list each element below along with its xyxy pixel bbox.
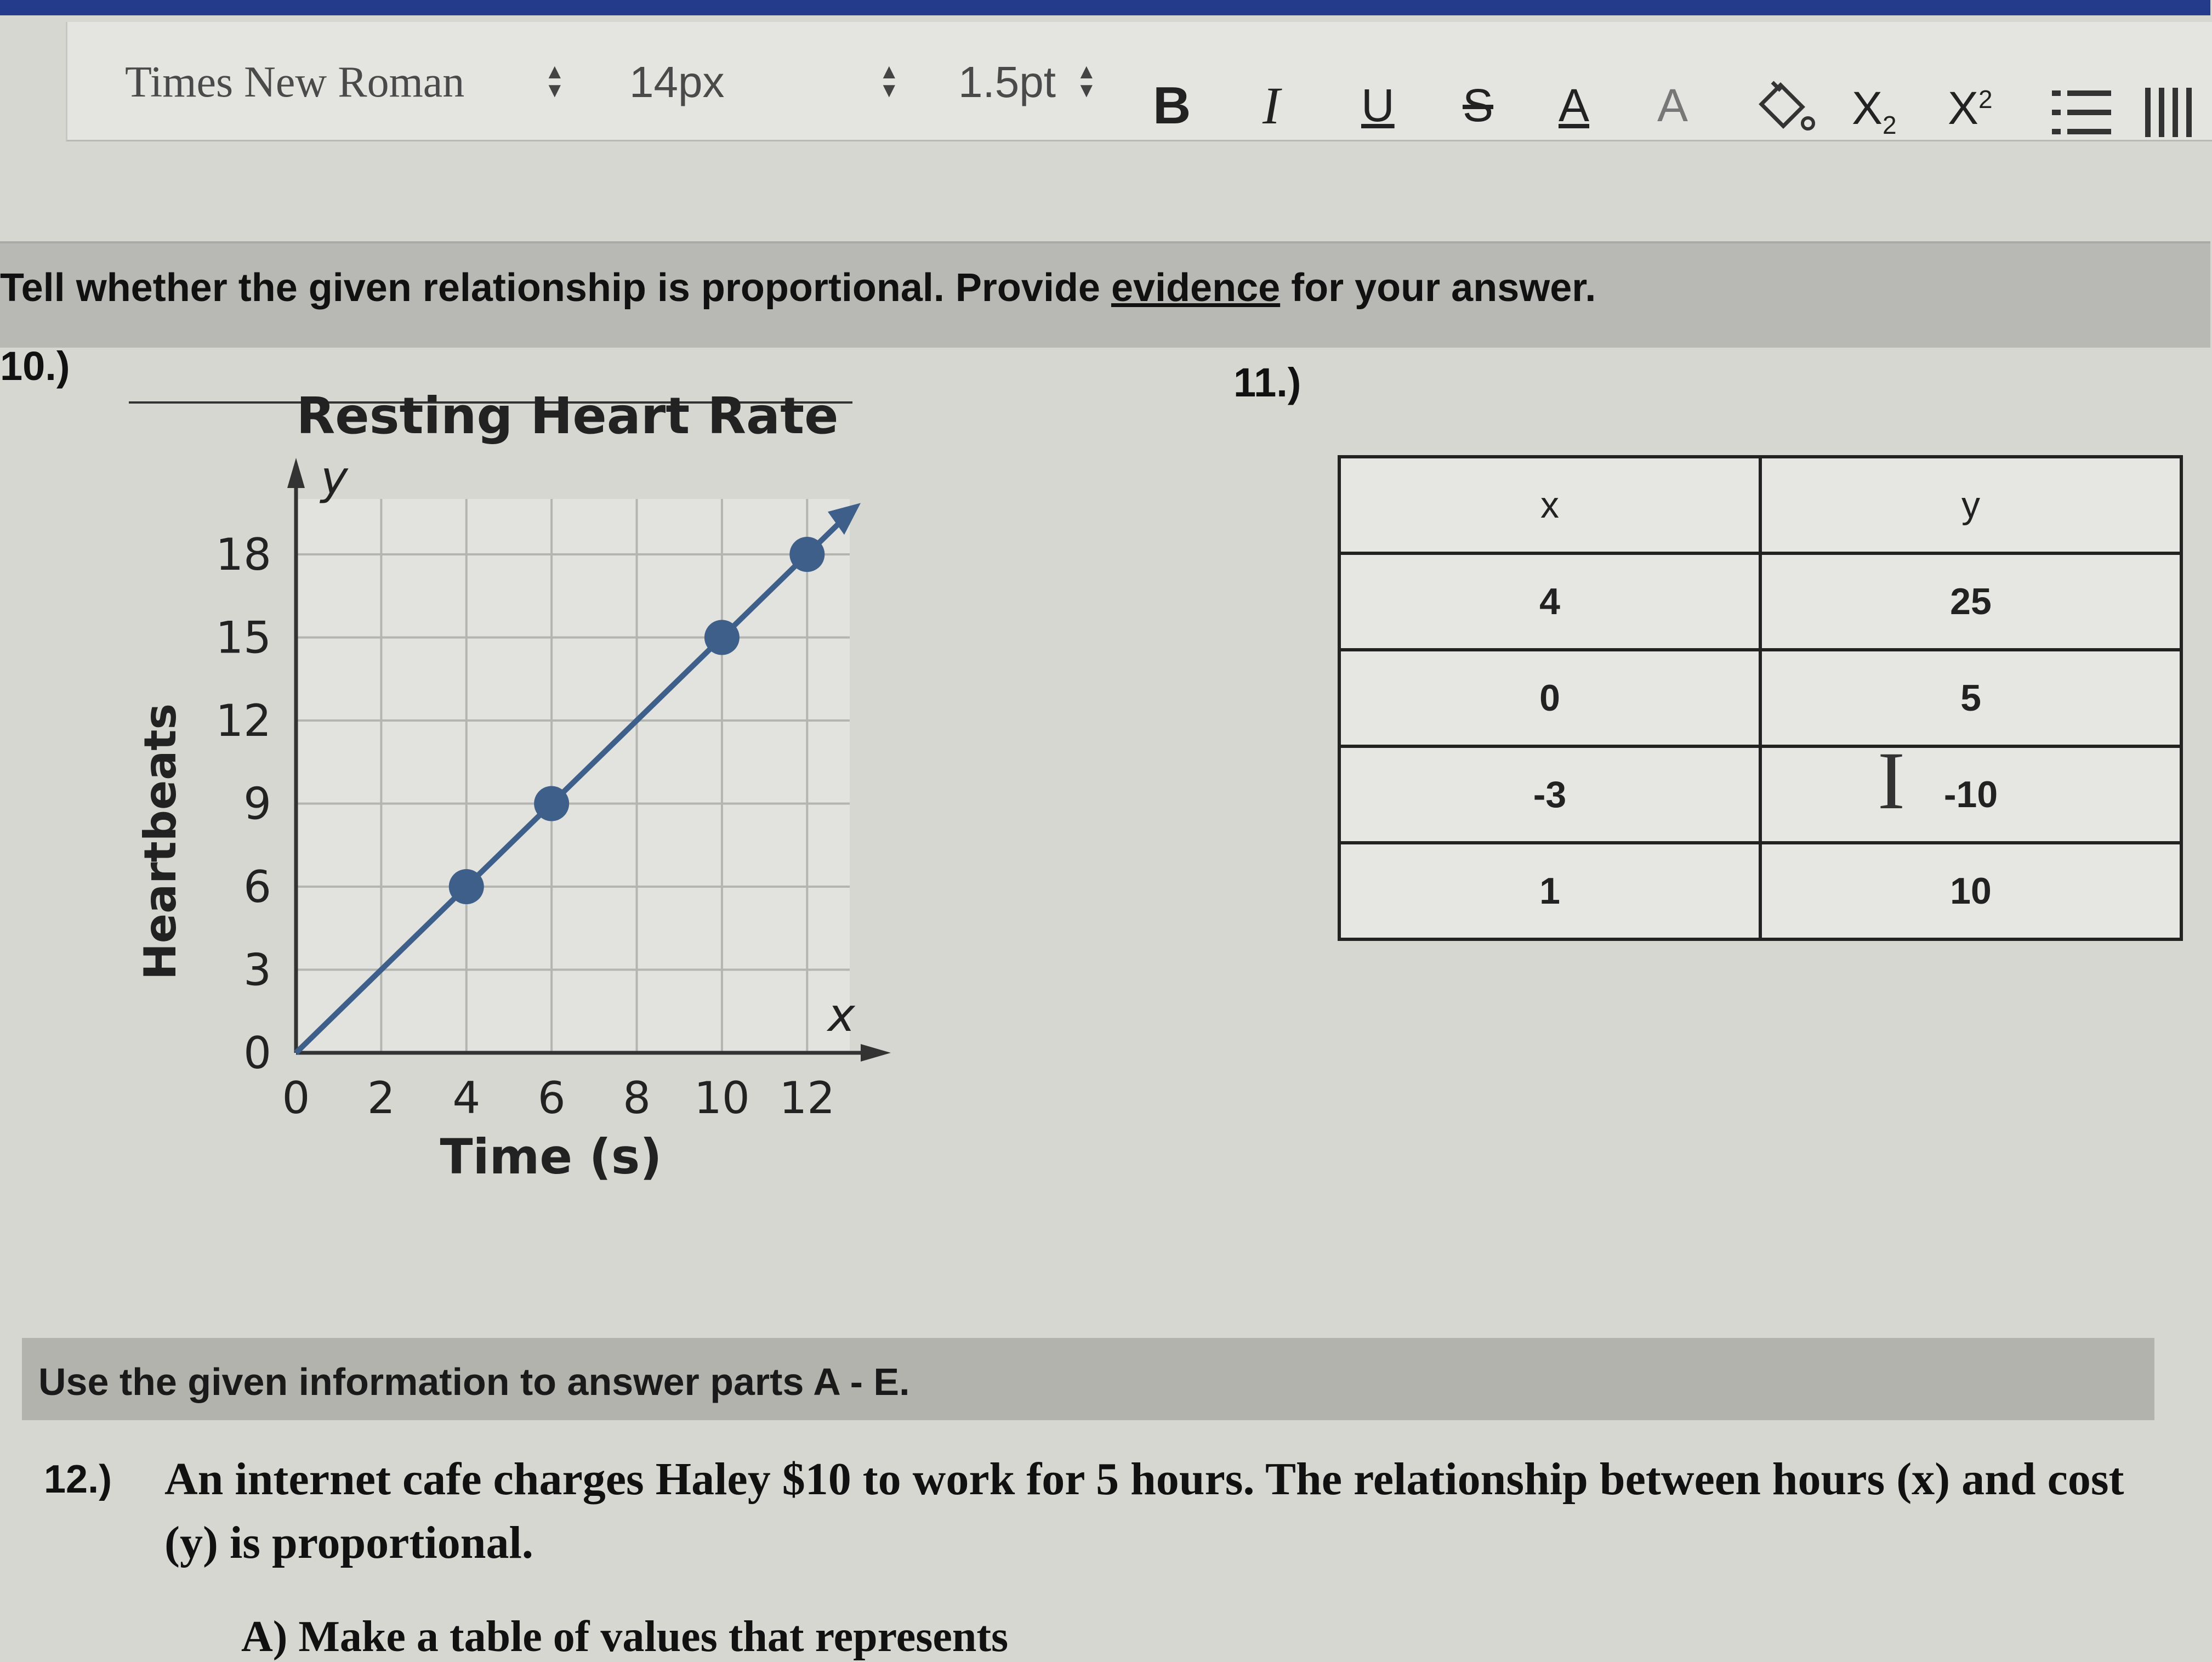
question-12-text: An internet cafe charges Haley $10 to work for 5 hours. The relationship between hours (x) and cost (y) is proportional. (164, 1454, 2124, 1568)
editor-toolbar (66, 22, 2212, 141)
window-top-bar (0, 0, 2210, 15)
table-cell-x: 4 (1339, 553, 1760, 650)
underline-button[interactable]: U (1361, 80, 1395, 131)
resting-heart-rate-chart (135, 387, 910, 1217)
y-tick-label: 6 (243, 861, 271, 912)
data-point (704, 620, 740, 655)
table-cell-y: 25 (1760, 553, 2181, 650)
table-row (1339, 746, 2181, 843)
x-axis-label: Time (s) (440, 1128, 662, 1185)
y-tick-label: 12 (215, 695, 271, 746)
ordered-list-icon[interactable] (2052, 88, 2112, 146)
xy-table (1338, 455, 2183, 941)
data-point (449, 869, 484, 904)
question-11-number: 11.) (1233, 360, 1301, 405)
table-cell-y: 10 (1760, 843, 2181, 939)
x-tick-label: 2 (367, 1073, 395, 1124)
table-cell-x: -3 (1339, 746, 1760, 843)
font-color-button[interactable]: A (1559, 80, 1590, 131)
question-10-number: 10.) (0, 343, 70, 389)
table-cell-x: 0 (1339, 650, 1760, 746)
table-row (1339, 650, 2181, 746)
y-tick-label: 15 (215, 612, 271, 663)
x-tick-label: 4 (452, 1073, 481, 1124)
section-banner-text: Use the given information to answer parts A - E. (38, 1360, 910, 1403)
table-row (1339, 553, 2181, 650)
unordered-list-icon[interactable] (2145, 88, 2205, 146)
chart-svg (135, 387, 910, 1217)
line-height-select[interactable]: 1.5pt (958, 58, 1056, 106)
x-tick-label: 8 (623, 1073, 651, 1124)
chart-title: Resting Heart Rate (296, 387, 839, 445)
subscript-button[interactable]: $X_2$ (1852, 82, 1897, 139)
text-cursor-icon: I (1878, 735, 1905, 826)
x-tick-label: 0 (282, 1073, 310, 1124)
y-tick-label: 18 (215, 529, 271, 580)
italic-button[interactable]: I (1263, 76, 1280, 135)
y-axis-letter: y (321, 451, 348, 504)
xy-table-wrap (1338, 455, 2183, 941)
highlight-color-button[interactable]: A (1657, 80, 1688, 131)
y-axis-label: Heartbeats (135, 703, 186, 980)
font-family-select[interactable]: Times New Roman (125, 58, 465, 106)
data-point (534, 786, 569, 821)
strikethrough-button[interactable]: S (1463, 80, 1494, 131)
part-a-text: A) Make a table of values that represents (241, 1613, 1009, 1661)
dropdown-arrows-icon[interactable]: ▲ ▼ (544, 60, 565, 102)
question-12-number: 12.) (44, 1457, 112, 1501)
y-tick-label: 9 (243, 778, 271, 830)
instructions-text: Tell whether the given relationship is proportional. Provide evidence for your answer. (0, 266, 1596, 310)
section-banner (22, 1338, 2154, 1420)
dropdown-arrows-icon[interactable]: ▲ ▼ (879, 60, 900, 102)
x-tick-label: 12 (779, 1073, 835, 1124)
paint-bucket-icon[interactable] (1750, 77, 1816, 146)
dropdown-arrows-icon[interactable]: ▲ ▼ (1076, 60, 1097, 102)
instructions-banner (0, 241, 2210, 348)
y-axis-arrow (287, 458, 305, 488)
table-cell-y: 5 (1760, 650, 2181, 746)
x-tick-label: 10 (694, 1073, 750, 1124)
table-row (1339, 843, 2181, 939)
table-header-x: x (1339, 457, 1760, 553)
table-cell-y: -10 (1760, 746, 2181, 843)
superscript-button[interactable]: $X^2$ (1948, 82, 1993, 134)
x-axis-letter: x (828, 988, 855, 1042)
table-cell-x: 1 (1339, 843, 1760, 939)
evidence-link[interactable]: evidence (1111, 266, 1281, 310)
table-header-y: y (1760, 457, 2181, 553)
font-size-select[interactable]: 14px (629, 58, 725, 106)
data-point (789, 537, 824, 572)
table-header-row (1339, 457, 2181, 553)
x-tick-label: 6 (537, 1073, 566, 1124)
bold-button[interactable]: B (1153, 76, 1191, 135)
y-tick-label: 3 (243, 944, 271, 996)
y-tick-label: 0 (243, 1028, 271, 1079)
x-axis-arrow (861, 1044, 891, 1062)
